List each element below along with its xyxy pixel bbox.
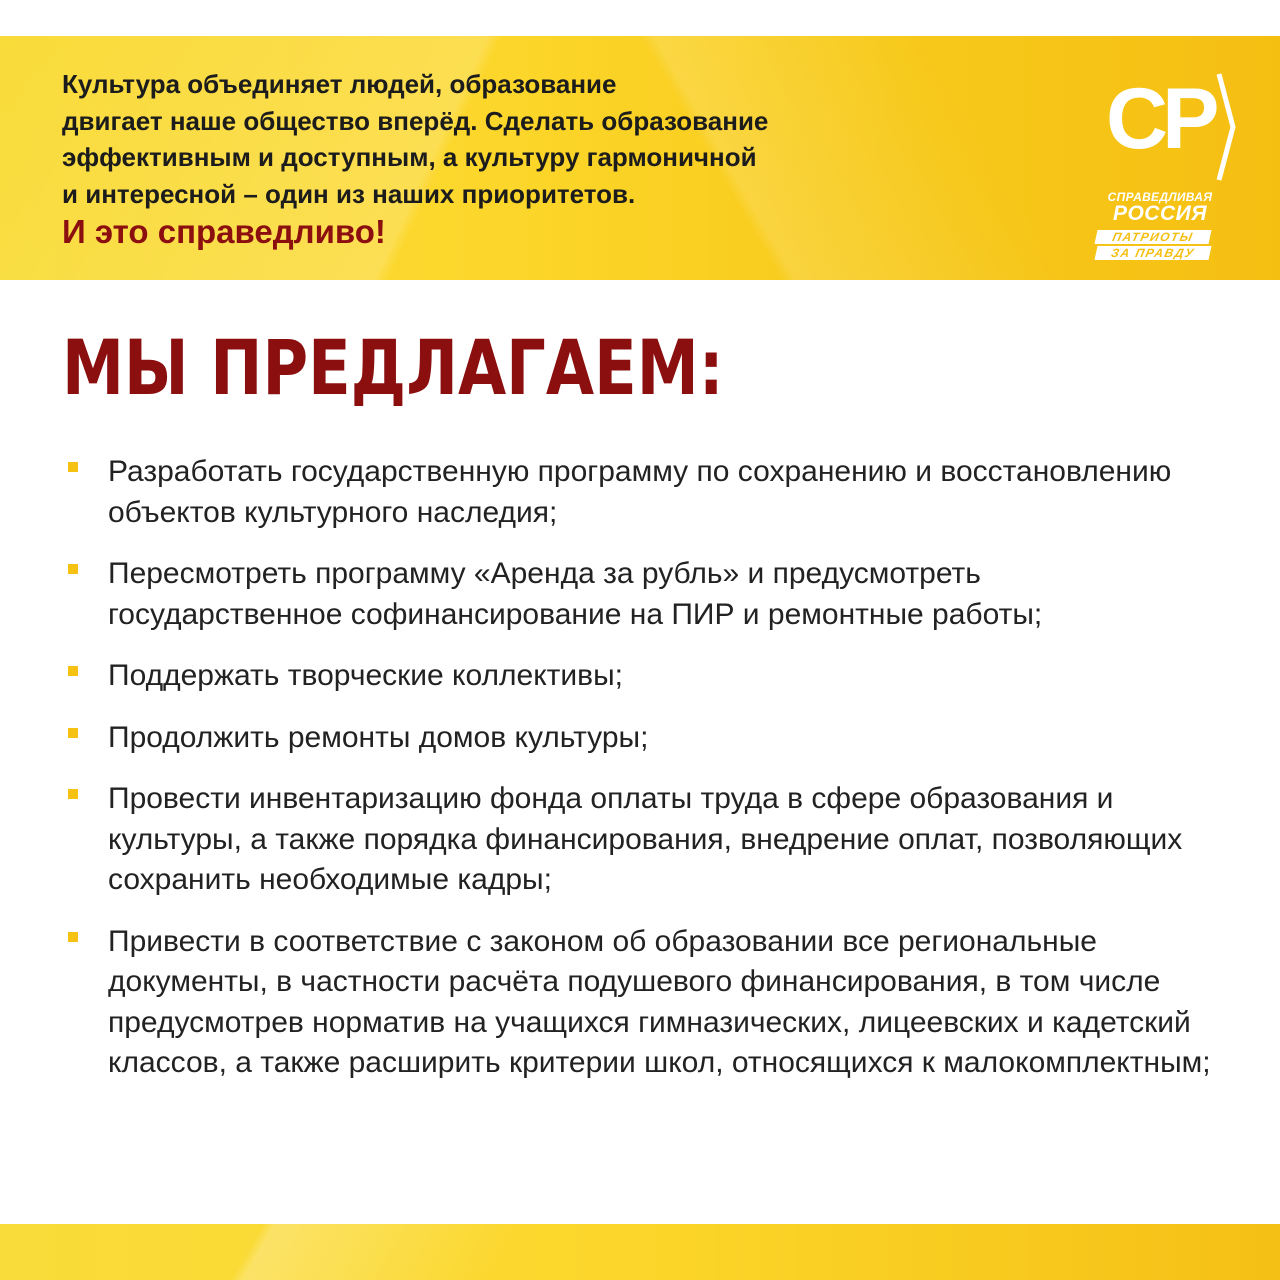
page-title: МЫ ПРЕДЛАГАЕМ: <box>62 323 724 412</box>
list-item <box>66 656 1216 697</box>
list-item-text: Поддержать творческие коллективы; <box>108 659 624 692</box>
bullet-square-icon <box>68 932 78 942</box>
list-item <box>66 779 1216 901</box>
proposal-list <box>66 452 1216 1105</box>
banner-line: и интересной – один из наших приоритетов. <box>62 178 636 209</box>
header-banner <box>0 36 1280 280</box>
bullet-square-icon <box>68 462 78 472</box>
bullet-square-icon <box>68 789 78 799</box>
bullet-square-icon <box>68 666 78 676</box>
list-item <box>66 452 1216 533</box>
logo-name-main: РОССИЯ <box>1112 202 1208 225</box>
logo-slogan-2: ЗА ПРАВДУ <box>1095 246 1212 260</box>
list-item <box>66 922 1216 1084</box>
list-item-text: Пересмотреть программу «Аренда за рубль» и предусмотреть государственное софинансирование на ПИР и ремонтные работы; <box>108 557 1043 631</box>
chevron-right-icon <box>1216 72 1236 182</box>
banner-text <box>62 66 942 252</box>
list-item-text: Провести инвентаризацию фонда оплаты труда в сфере образования и культуры, а также порядка финансирования, внедрение оплат, позволяющих сохранить необходимые кадры; <box>108 782 1183 896</box>
logo-name-top: СПРАВЕДЛИВАЯ <box>1107 190 1213 204</box>
party-logo <box>1088 66 1238 276</box>
banner-line: Культура объединяет людей, образование <box>62 69 617 99</box>
banner-line: эффективным и доступным, а культуру гармоничной <box>62 142 757 172</box>
banner-tagline: И это справедливо! <box>62 213 386 250</box>
list-item-text: Разработать государственную программу по сохранению и восстановлению объектов культурного наследия; <box>108 455 1172 529</box>
list-item-text: Привести в соответствие с законом об образовании все региональные документы, в частности расчёта подушевого финансирования, в том числе предусмотрев норматив на учащихся гимназических, лицеевских и кадетский классов, а также расширить критерии школ, относящихся к малокомплектным; <box>108 924 1211 1079</box>
logo-slogan-1: ПАТРИОТЫ <box>1095 230 1212 244</box>
bullet-square-icon <box>68 728 78 738</box>
bullet-square-icon <box>68 564 78 574</box>
list-item <box>66 718 1216 759</box>
footer-band <box>0 1224 1280 1280</box>
logo-initials: СР <box>1106 71 1214 167</box>
banner-line: двигает наше общество вперёд. Сделать образование <box>62 105 769 136</box>
list-item <box>66 554 1216 635</box>
list-item-text: Продолжить ремонты домов культуры; <box>108 720 649 754</box>
